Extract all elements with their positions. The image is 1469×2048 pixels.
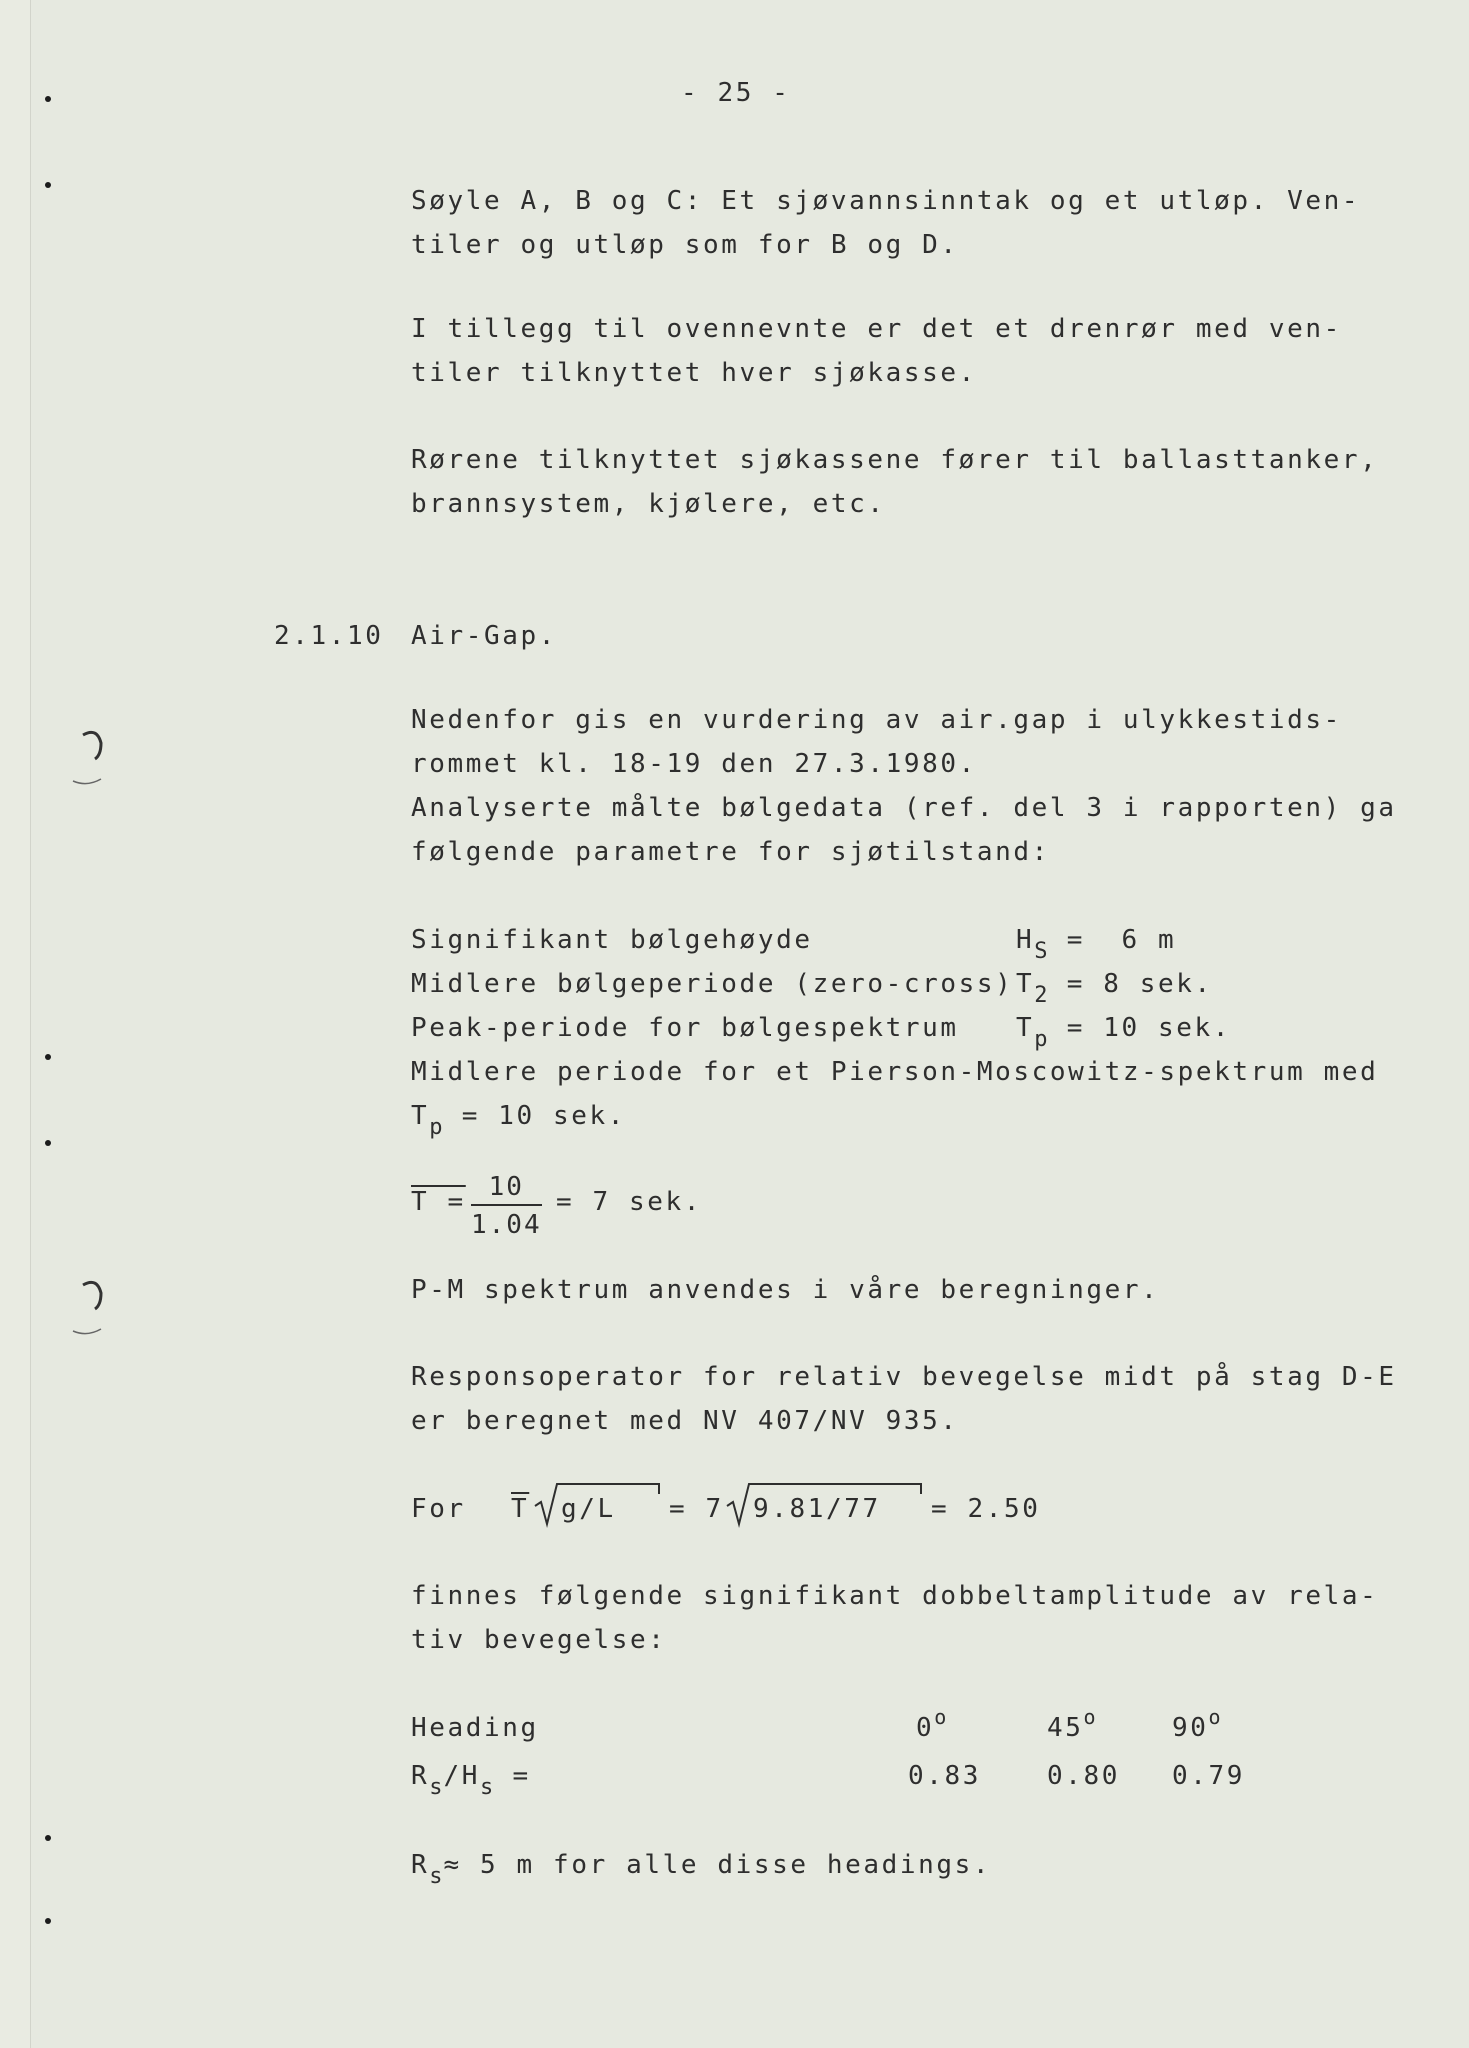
paragraph-line: er beregnet med NV 407/NV 935. — [411, 1406, 959, 1436]
formula-word: For — [411, 1494, 466, 1524]
paragraph-line: rommet kl. 18-19 den 27.3.1980. — [411, 749, 977, 779]
tp-line: $T_p = 10$ sek. — [411, 1101, 627, 1140]
table-cell: 0.83 — [908, 1761, 982, 1791]
parameter-symbol: $H_S = 6$ m — [1016, 925, 1177, 964]
section-number: 2.1.10 — [274, 621, 384, 651]
paragraph-line: tiv bevegelse: — [411, 1625, 667, 1655]
formula-mid: = 7 — [669, 1494, 724, 1524]
paragraph-line: Søyle A, B og C: Et sjøvannsinntak og et utløp. Ven- — [411, 186, 1361, 216]
margin-dot — [45, 1140, 51, 1146]
paragraph-line: I tillegg til ovennevnte er det et drenrør med ven- — [411, 314, 1342, 344]
margin-dot — [45, 182, 51, 188]
table-heading: 45$^o$ — [1047, 1705, 1096, 1743]
formula-lhs: T = — [411, 1187, 466, 1217]
formula-result: = 2.50 — [931, 1494, 1041, 1524]
table-cell: 0.79 — [1172, 1761, 1246, 1791]
table-header-label: Heading — [411, 1713, 539, 1743]
margin-dot — [45, 1835, 51, 1841]
parameter-symbol: $T_2 = 8$ sek. — [1016, 969, 1213, 1008]
table-heading: 90$^o$ — [1172, 1705, 1221, 1743]
radicand: 9.81/77 — [753, 1494, 881, 1524]
parameter-label: Midlere bølgeperiode (zero-cross) — [411, 969, 1014, 999]
paragraph-line: Rørene tilknyttet sjøkassene fører til ballasttanker, — [411, 445, 1379, 475]
fraction — [471, 1172, 542, 1240]
page-number: - 25 - — [681, 78, 791, 108]
paragraph-line: finnes følgende signifikant dobbeltamplitude av rela- — [411, 1581, 1379, 1611]
paragraph-line: følgende parametre for sjøtilstand: — [411, 837, 1050, 867]
table-cell: 0.80 — [1047, 1761, 1121, 1791]
paragraph-line: tiler og utløp som for B og D. — [411, 230, 959, 260]
paragraph-line: tiler tilknyttet hver sjøkasse. — [411, 358, 977, 388]
fraction-numerator: 10 — [471, 1172, 542, 1206]
paragraph-line: Nedenfor gis en vurdering av air.gap i ulykkestids- — [411, 705, 1342, 735]
paragraph-line: Midlere periode for et Pierson-Moscowitz-spektrum med — [411, 1057, 1379, 1087]
parameter-symbol: $T_p = 10$ sek. — [1016, 1013, 1232, 1052]
paragraph-line: Analyserte målte bølgedata (ref. del 3 i rapporten) ga — [411, 793, 1397, 823]
margin-dot — [45, 1918, 51, 1924]
parameter-label: Peak-periode for bølgespektrum — [411, 1013, 959, 1043]
paragraph-line: P-M spektrum anvendes i våre beregninger. — [411, 1275, 1160, 1305]
formula-rhs: = 7 sek. — [556, 1187, 703, 1217]
table-heading: 0$^o$ — [916, 1705, 947, 1743]
parameter-label: Signifikant bølgehøyde — [411, 925, 813, 955]
fraction-denominator: 1.04 — [471, 1210, 542, 1240]
paragraph-line: Responsoperator for relativ bevegelse midt på stag D-E — [411, 1362, 1397, 1392]
conclusion-line: $R_s\approx 5$ m for alle disse headings. — [411, 1850, 992, 1889]
paragraph-line: brannsystem, kjølere, etc. — [411, 489, 886, 519]
punch-hole-icon — [71, 725, 111, 785]
document-page — [30, 0, 1469, 2048]
section-title: Air-Gap. — [411, 621, 558, 651]
margin-dot — [45, 1054, 51, 1060]
formula-tbar: $\overline{T}$ — [511, 1494, 530, 1524]
table-row-label: $R_s/H_s$ = — [411, 1761, 531, 1800]
punch-hole-icon — [71, 1275, 111, 1335]
radicand: g/L — [561, 1494, 616, 1524]
margin-dot — [45, 96, 51, 102]
